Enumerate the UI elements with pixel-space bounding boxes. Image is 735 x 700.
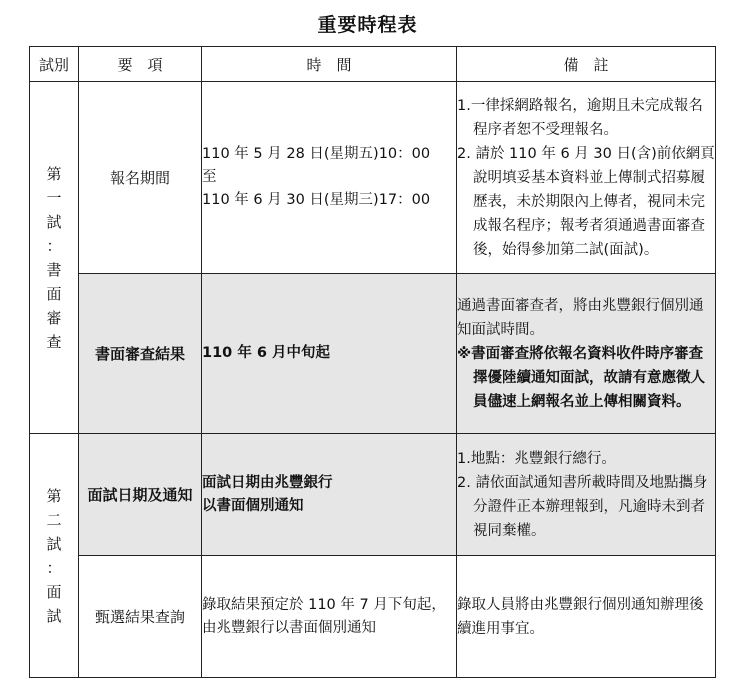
item-cell: 甄選結果查詢 (79, 556, 202, 678)
stage-char: 第 (46, 164, 62, 183)
time-cell (202, 434, 457, 556)
table-row (30, 434, 716, 556)
time-line: 面試日期由兆豐銀行 (202, 474, 333, 491)
stage-second-cell (30, 434, 79, 678)
item-cell: 面試日期及通知 (79, 434, 202, 556)
note-line: 通過書面審查者，將由兆豐銀行個別通知面試時間。 (457, 297, 704, 338)
note-line: 2. 請於 110 年 6 月 30 日(含)前依網頁說明填妥基本資料並上傳制式招募履歷表，未於期限內上傳者，視同未完成報名程序；報考者須通過書面審查後，始得參加第二試(面試)。 (457, 145, 715, 258)
item-cell: 報名期間 (79, 82, 202, 274)
stage-char: 書 (46, 260, 62, 279)
time-line: 110 年 6 月 30 日(星期三)17：00 (202, 192, 431, 208)
time-line: 至 (202, 169, 217, 185)
note-cell (457, 274, 716, 434)
note-cell (457, 556, 716, 678)
stage-char: 審 (46, 308, 62, 327)
table-row (30, 274, 716, 434)
stage-char: ： (46, 236, 62, 255)
stage-char: 二 (46, 510, 62, 529)
time-line: 錄取結果預定於 110 年 7 月下旬起，由兆豐銀行以書面個別通知 (202, 596, 446, 636)
header-note: 備 註 (457, 47, 716, 82)
note-line: 1.地點：兆豐銀行總行。 (457, 450, 616, 467)
stage-char: 試 (46, 212, 62, 231)
note-line: ※書面審查將依報名資料收件時序審查擇優陸續通知面試，故請有意應徵人員儘速上網報名並上傳相關資料。 (457, 345, 705, 410)
stage-char: 查 (46, 332, 62, 351)
stage-first-cell (30, 82, 79, 434)
stage-char: 第 (46, 486, 62, 505)
note-line: 1.一律採網路報名，逾期且未完成報名程序者恕不受理報名。 (457, 97, 703, 138)
header-time: 時 間 (202, 47, 457, 82)
schedule-table (29, 46, 716, 678)
note-line: 錄取人員將由兆豐銀行個別通知辦理後續進用事宜。 (457, 596, 704, 637)
table-row (30, 556, 716, 678)
time-cell (202, 274, 457, 434)
time-cell (202, 82, 457, 274)
stage-char: 面 (46, 582, 62, 601)
time-line: 110 年 6 月中旬起 (202, 345, 331, 361)
table-row (30, 82, 716, 274)
header-stage: 試別 (30, 47, 79, 82)
stage-char: 一 (46, 188, 62, 207)
note-cell (457, 82, 716, 274)
stage-char: ： (46, 558, 62, 577)
stage-char: 試 (46, 606, 62, 625)
stage-char: 試 (46, 534, 62, 553)
table-header-row (30, 47, 716, 82)
page-title: 重要時程表 (317, 14, 418, 36)
header-item: 要 項 (79, 47, 202, 82)
time-line: 以書面個別通知 (202, 497, 304, 514)
note-line: 2. 請依面試通知書所載時間及地點攜身分證件正本辦理報到，凡逾時未到者視同棄權。 (457, 474, 708, 539)
item-cell: 書面審查結果 (79, 274, 202, 434)
note-cell (457, 434, 716, 556)
time-line: 110 年 5 月 28 日(星期五)10：00 (202, 146, 431, 162)
stage-char: 面 (46, 284, 62, 303)
time-cell (202, 556, 457, 678)
